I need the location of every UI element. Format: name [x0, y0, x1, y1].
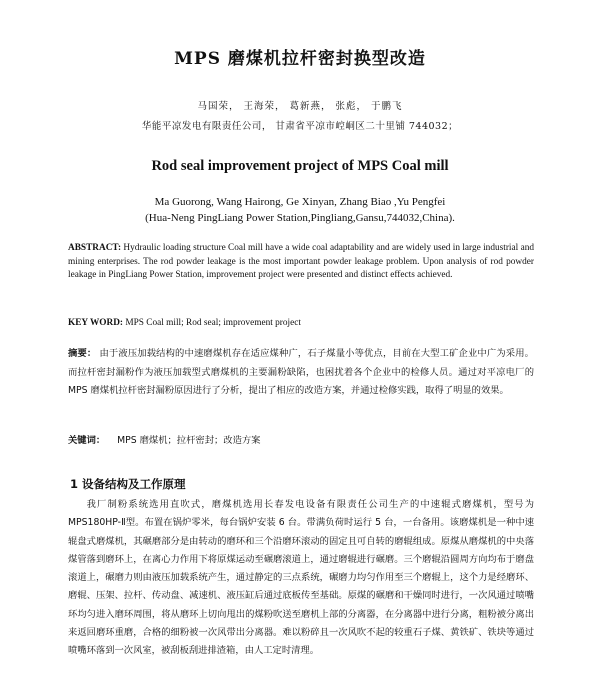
keywords-cn [68, 432, 534, 446]
keywords-cn-label: 关键词： [68, 435, 106, 446]
keywords-cn-text: MPS 磨煤机；拉杆密封；改造方案 [117, 435, 261, 446]
abstract-cn-label: 摘要： [68, 348, 97, 359]
section-heading: 1 设备结构及工作原理 [70, 477, 186, 491]
paper-title-en: Rod seal improvement project of MPS Coal mill [151, 158, 449, 174]
author-list-en: Ma Guorong, Wang Hairong, Ge Xinyan, Zhang Biao ,Yu Pengfei [154, 196, 446, 208]
affiliation-en: (Hua-Neng PingLiang Power Station,Pingliang,Gansu,744032,China). [145, 212, 455, 224]
paper-title-cn: MPS 磨煤机拉杆密封换型改造 [174, 49, 426, 69]
abstract-cn [68, 345, 534, 401]
author-list-cn: 马国荣， 王海荣， 葛新燕， 张彪， 于鹏飞 [197, 101, 403, 112]
abstract-en [68, 242, 534, 283]
affiliation-cn: 华能平凉发电有限责任公司， 甘肃省平凉市崆峒区二十里铺 744032； [141, 121, 459, 132]
abstract-cn-text: 由于液压加载结构的中速磨煤机存在适应煤种广，石子煤量小等优点，目前在大型工矿企业中广为采用。而拉杆密封漏粉作为液压加载型式磨煤机的主要漏粉缺陷，也困扰着各个企业中的检修人员。通过对平凉电厂的 MPS 磨煤机拉杆密封漏粉原因进行了分析，提出了相应的改造方案，并通过检修实践，取得了明显的效果。 [68, 348, 534, 396]
abstract-en-text: Hydraulic loading structure Coal mill have a wide coal adaptability and are widely used in large industrial and mining enterprises. The rod powder leakage is the most important powder leakage problem. Upon analysis of rod powder leakage in PingLiang Power Station, improvement project were presented and distinct effects achieved. [68, 243, 534, 280]
abstract-en-label: ABSTRACT: [68, 243, 122, 253]
keywords-en [68, 318, 534, 328]
keywords-en-label: KEY WORD: [68, 318, 124, 328]
section-body: 我厂制粉系统选用直吹式，磨煤机选用长春发电设备有限责任公司生产的中速辊式磨煤机，型号为 MPS180HP-Ⅱ型。布置在锅炉零米，每台锅炉安装 6 台。带满负荷时运行 5 台，一台备用。该磨煤机是一种中速辊盘式磨煤机，其碾磨部分是由转动的磨环和三个沿磨环滚动的固定且可自转的磨辊组成。原煤从磨煤机的中央落煤管落到磨环上，在离心力作用下将原煤运动至碾磨滚道上，通过磨辊进行碾磨。三个磨辊沿圆周方向均布于磨盘滚道上，碾磨力则由液压加载系统产生，通过静定的三点系统，碾磨力均匀作用至三个磨辊上，这个力是经磨环、磨辊、压架、拉杆、传动盘、减速机、液压缸后通过底板传至基础。原煤的碾磨和干燥同时进行，一次风通过喷嘴环均匀进入磨环周围，将从磨环上切向甩出的煤粉吹送至磨机上部的分离器，在分离器中进行分离，粗粉被分离出来返回磨环重磨，合格的细粉被一次风带出分离器。难以粉碎且一次风吹不起的较重石子煤、黄铁矿、铁块等通过喷嘴环落到一次风室，被刮板刮进排渣箱，由人工定时清理。 [68, 499, 534, 657]
keywords-en-text: MPS Coal mill; Rod seal; improvement project [125, 318, 301, 328]
